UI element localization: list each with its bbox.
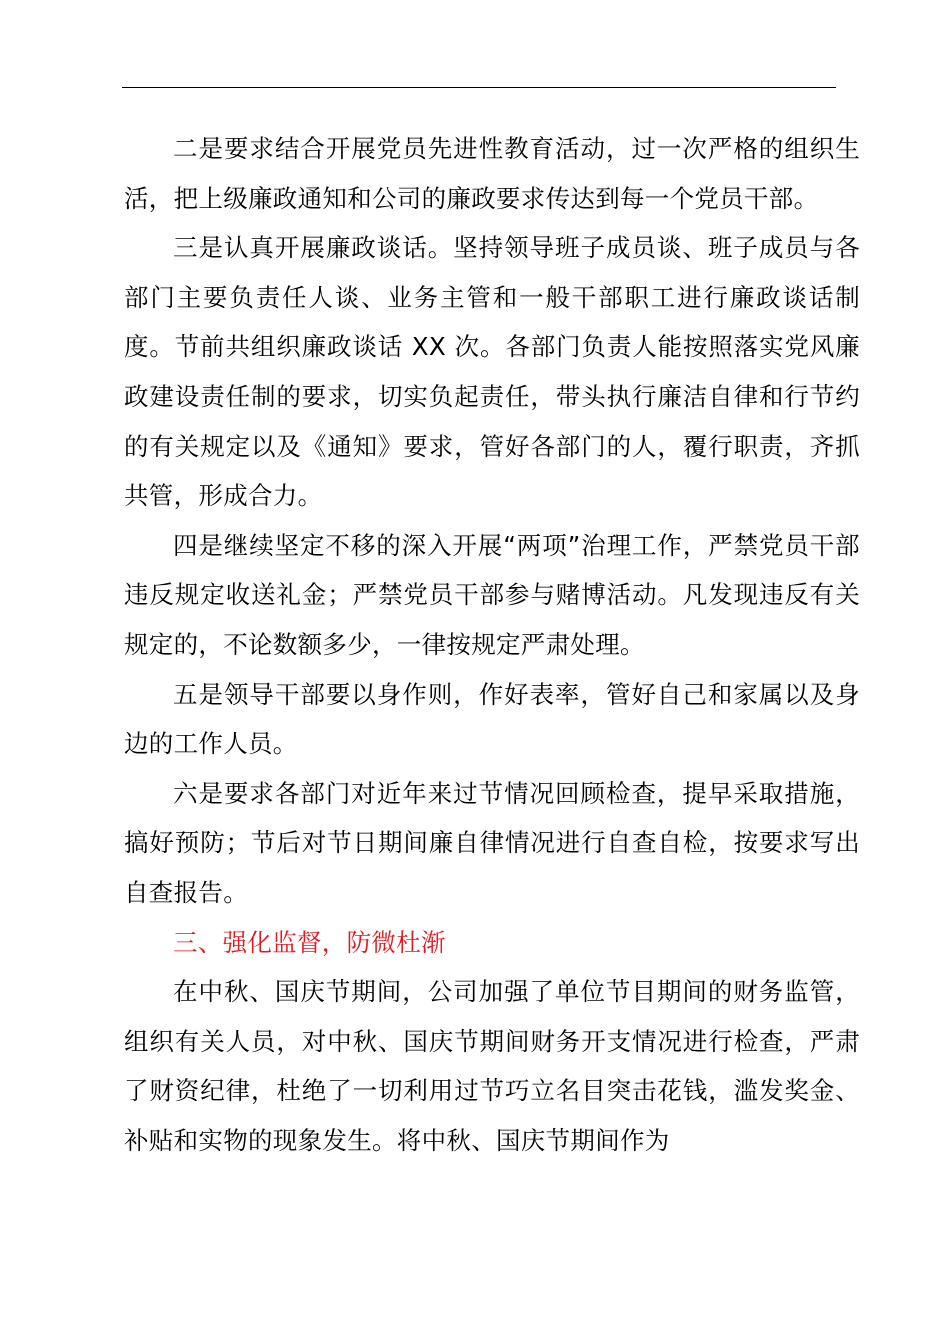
paragraph-item-3: 三是认真开展廉政谈话。坚持领导班子成员谈、班子成员与各部门主要负责任人谈、业务主管和一般干部职工进行廉政谈话制度。节前共组织廉政谈话 XX 次。各部门负责人能按照落实党风廉政建设责任制的要求，切实负起责任，带头执行廉洁自律和行节约的有关规定以及《通知》要求，管好各部门的人，覆行职责，齐抓共管，形成合力。 (124, 233, 860, 511)
document-body (124, 124, 860, 1165)
section-heading: 三、强化监督，防微杜渐 (173, 927, 446, 957)
header-rule (122, 87, 836, 88)
closing-paragraph: 在中秋、国庆节期间，公司加强了单位节目期间的财务监管，组织有关人员，对中秋、国庆节期间财务开支情况进行检查，严肃了财资纪律，杜绝了一切利用过节巧立名目突击花钱，滥发奖金、补贴和实物的现象发生。将中秋、国庆节期间作为 (124, 977, 860, 1155)
paragraph-item-6: 六是要求各部门对近年来过节情况回顾检查，提早采取措施，搞好预防；节后对节日期间廉自律情况进行自查自检，按要求写出自查报告。 (124, 778, 860, 907)
paragraph-item-2: 二是要求结合开展党员先进性教育活动，过一次严格的组织生活，把上级廉政通知和公司的廉政要求传达到每一个党员干部。 (124, 134, 860, 213)
paragraph-item-5: 五是领导干部要以身作则，作好表率，管好自己和家属以及身边的工作人员。 (124, 679, 860, 759)
paragraph-item-4: 四是继续坚定不移的深入开展“两项”治理工作，严禁党员干部违反规定收送礼金；严禁党员干部参与赌博活动。凡发现违反有关规定的，不论数额多少，一律按规定严肃处理。 (124, 530, 860, 659)
